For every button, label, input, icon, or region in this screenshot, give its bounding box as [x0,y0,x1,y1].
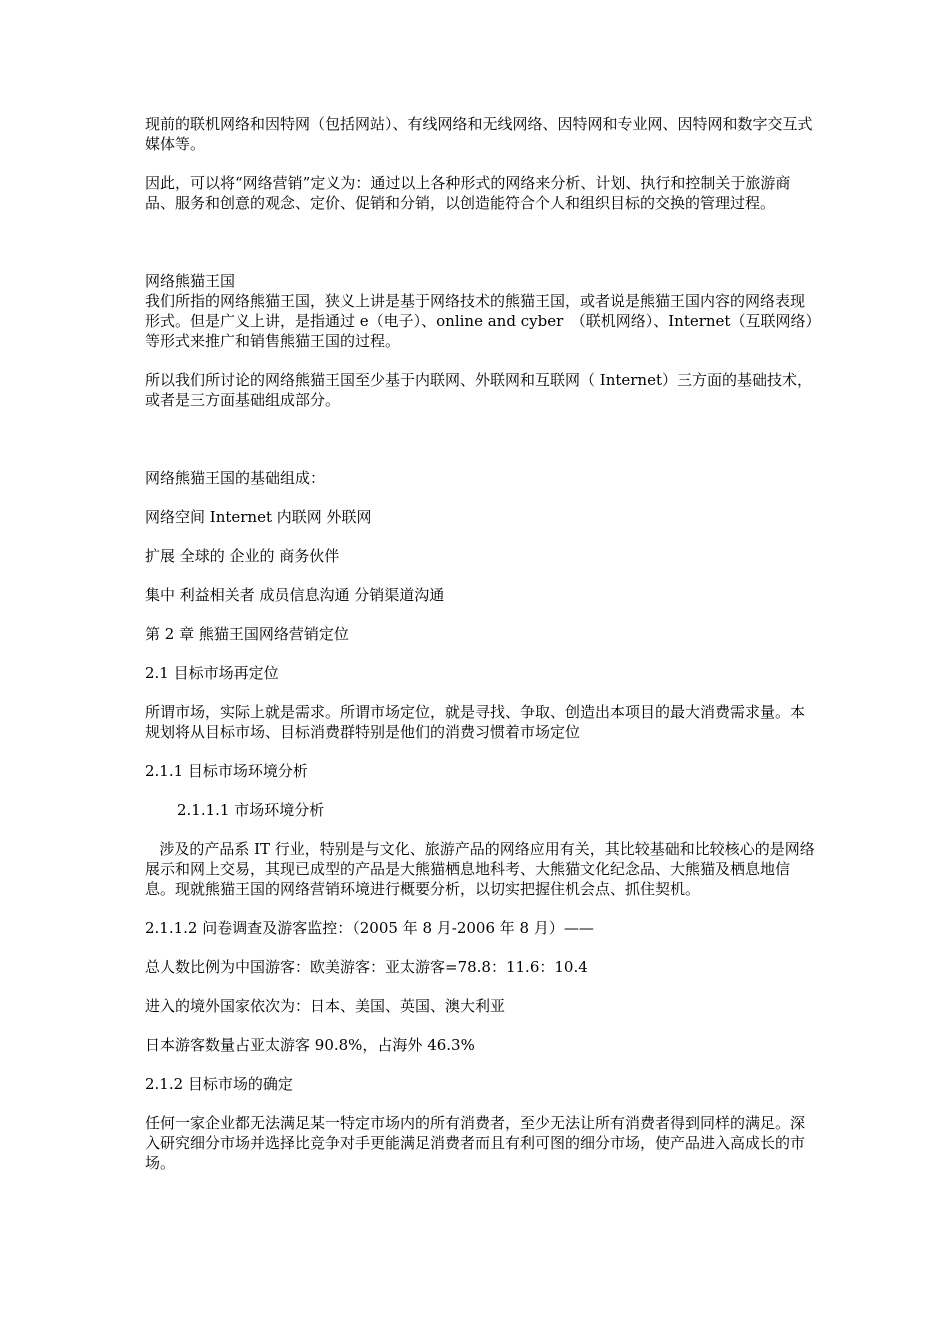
paragraph-spacer [145,1094,815,1113]
paragraph-spacer [145,527,815,546]
paragraph-spacer [145,644,815,663]
paragraph-spacer [145,781,815,800]
heading-2-1-1-2: 2.1.1.2 问卷调查及游客监控：（2005 年 8 月-2006 年 8 月）—— [145,919,594,937]
paragraph-spacer [145,566,815,585]
paragraph-panda-kingdom-definition: 我们所指的网络熊猫王国，狭义上讲是基于网络技术的熊猫王国，或者说是熊猫王国内容的网络表现形式。但是广义上讲，是指通过 e（电子）、online and cyber （联机网络）、Internet（互联网络）等形式来推广和销售熊猫王国的过程。 [145,292,813,350]
paragraph-networks: 现前的联机网络和因特网（包括网站）、有线网络和无线网络、因特网和专业网、因特网和数字交互式媒体等。 [145,115,813,153]
paragraph-spacer [145,154,815,173]
section-spacer [145,213,815,271]
paragraph-spacer [145,605,815,624]
heading-chapter-2: 第 2 章 熊猫王国网络营销定位 [145,625,349,643]
paragraph-spacer [145,1055,815,1074]
paragraph-spacer [145,742,815,761]
line-network-space: 网络空间 Internet 内联网 外联网 [145,508,372,526]
paragraph-marketing-definition: 因此，可以将“网络营销”定义为：通过以上各种形式的网络来分析、计划、执行和控制关于旅游商品、服务和创意的观念、定价、促销和分销，以创造能符合个人和组织目标的交换的管理过程。 [145,174,791,212]
line-japan-share: 日本游客数量占亚太游客 90.8%，占海外 46.3% [145,1036,475,1054]
heading-2-1-2: 2.1.2 目标市场的确定 [145,1075,293,1093]
paragraph-spacer [145,1016,815,1035]
paragraph-market-definition: 所谓市场，实际上就是需求。所谓市场定位，就是寻找、争取、创造出本项目的最大消费需求量。本规划将从目标市场、目标消费群特别是他们的消费习惯着市场定位 [145,703,806,741]
line-visitor-ratio: 总人数比例为中国游客：欧美游客：亚太游客=78.8：11.6：10.4 [145,958,588,976]
heading-online-panda-kingdom: 网络熊猫王国 [145,272,236,290]
paragraph-spacer [145,820,815,839]
paragraph-spacer [145,351,815,370]
paragraph-spacer [145,938,815,957]
paragraph-spacer [145,977,815,996]
section-spacer [145,410,815,468]
heading-basic-components: 网络熊猫王国的基础组成： [145,469,326,487]
heading-2-1-1: 2.1.1 目标市场环境分析 [145,762,308,780]
heading-2-1-1-1: 2.1.1.1 市场环境分析 [177,801,325,819]
paragraph-environment-analysis: 涉及的产品系 IT 行业，特别是与文化、旅游产品的网络应用有关，其比较基础和比较核心的是网络展示和网上交易，其现已成型的产品是大熊猫栖息地科考、大熊猫文化纪念品、大熊猫及栖息地信息。现就熊猫王国的网络营销环境进行概要分析，以切实把握住机会点、抓住契机。 [145,840,815,898]
line-focus: 集中 利益相关者 成员信息沟通 分销渠道沟通 [145,586,445,604]
heading-2-1: 2.1 目标市场再定位 [145,664,279,682]
line-expansion: 扩展 全球的 企业的 商务伙伴 [145,547,340,565]
line-foreign-countries: 进入的境外国家依次为：日本、美国、英国、澳大利亚 [145,997,506,1015]
paragraph-spacer [145,488,815,507]
document-body [145,114,815,1173]
paragraph-spacer [145,683,815,702]
paragraph-three-foundations: 所以我们所讨论的网络熊猫王国至少基于内联网、外联网和互联网（ Internet）三方面的基础技术，或者是三方面基础组成部分。 [145,371,812,409]
paragraph-target-market: 任何一家企业都无法满足某一特定市场内的所有消费者，至少无法让所有消费者得到同样的满足。深入研究细分市场并选择比竞争对手更能满足消费者而且有利可图的细分市场，使产品进入高成长的市场。 [145,1114,806,1172]
paragraph-spacer [145,899,815,918]
